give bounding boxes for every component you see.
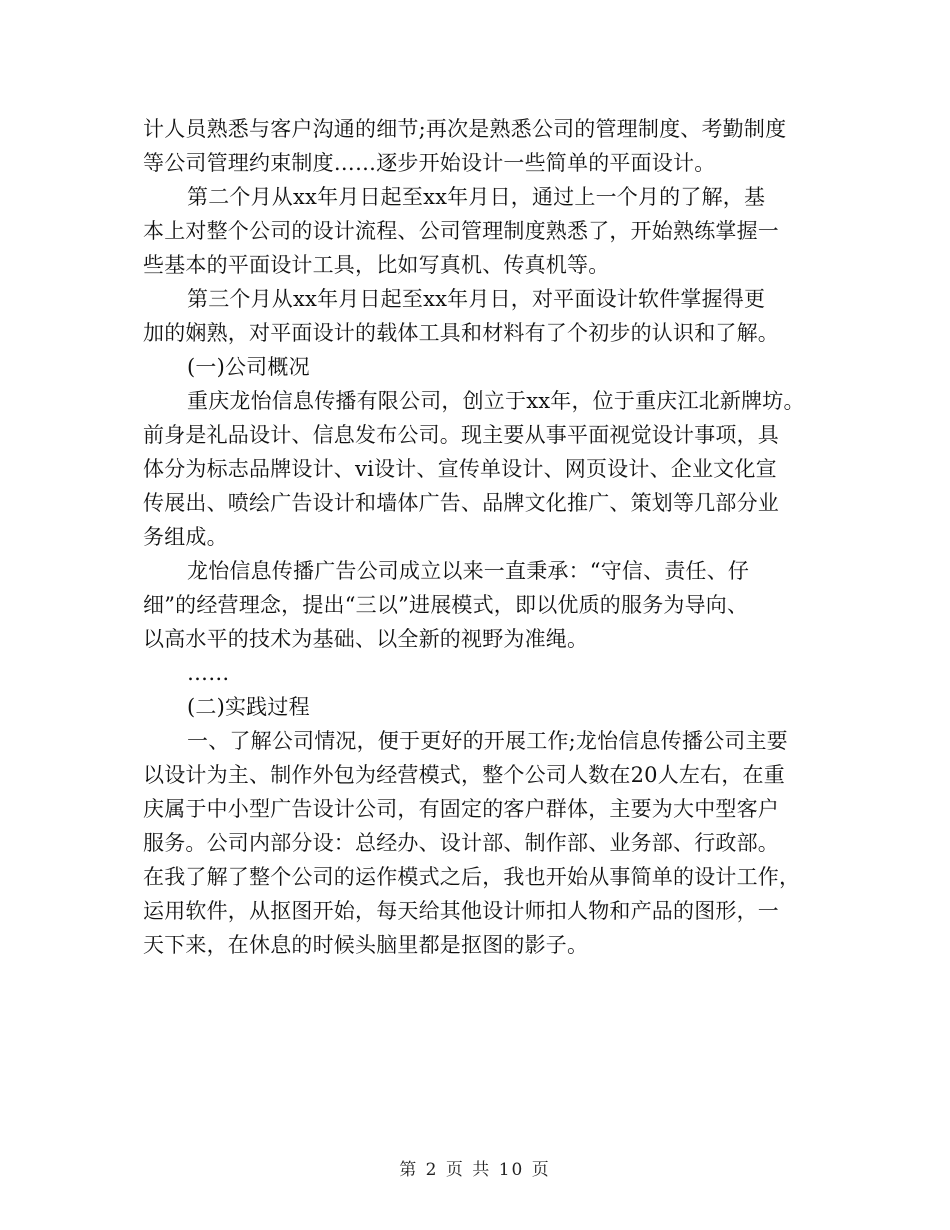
paragraph-start: 一、了解公司情况，便于更好的开展工作;龙怡信息传播公司主要 bbox=[187, 729, 788, 753]
document-body bbox=[143, 112, 843, 962]
text-line: 细”的经营理念，提出“三以”进展模式，即以优质的服务为导向、 bbox=[143, 593, 749, 617]
text-line: 等公司管理约束制度……逐步开始设计一些简单的平面设计。 bbox=[143, 151, 716, 175]
page-number-footer: 第 2 页 共 10 页 bbox=[399, 1160, 551, 1180]
text-line: 服务。公司内部分设：总经办、设计部、制作部、业务部、行政部。 bbox=[143, 831, 779, 855]
paragraph-start: 第三个月从xx年月日起至xx年月日，对平面设计软件掌握得更 bbox=[187, 287, 766, 311]
text-line: 天下来，在休息的时候头脑里都是抠图的影子。 bbox=[143, 933, 589, 957]
text-line: 加的娴熟，对平面设计的载体工具和材料有了个初步的认识和了解。 bbox=[143, 321, 779, 345]
section-heading: (一)公司概况 bbox=[187, 355, 310, 379]
text-line: 以设计为主、制作外包为经营模式，整个公司人数在20人左右，在重 bbox=[143, 763, 785, 787]
text-line: 务组成。 bbox=[143, 525, 228, 549]
text-line: 前身是礼品设计、信息发布公司。现主要从事平面视觉设计事项，具 bbox=[143, 423, 779, 447]
text-line: 传展出、喷绘广告设计和墙体广告、品牌文化推广、策划等几部分业 bbox=[143, 491, 779, 515]
paragraph-start: 重庆龙怡信息传播有限公司，创立于xx年，位于重庆江北新牌坊。 bbox=[187, 389, 805, 413]
text-line: 庆属于中小型广告设计公司，有固定的客户群体，主要为大中型客户 bbox=[143, 797, 779, 821]
text-line: 运用软件，从抠图开始，每天给其他设计师扣人物和产品的图形，一 bbox=[143, 899, 779, 923]
paragraph-start: 龙怡信息传播广告公司成立以来一直秉承：“守信、责任、仔 bbox=[187, 559, 750, 583]
text-line: 在我了解了整个公司的运作模式之后，我也开始从事简单的设计工作， bbox=[143, 865, 801, 889]
section-heading: (二)实践过程 bbox=[187, 695, 310, 719]
text-line: 计人员熟悉与客户沟通的细节;再次是熟悉公司的管理制度、考勤制度 bbox=[143, 117, 787, 141]
ellipsis-line: …… bbox=[187, 661, 230, 685]
text-line: 些基本的平面设计工具，比如写真机、传真机等。 bbox=[143, 253, 610, 277]
text-line: 以高水平的技术为基础、以全新的视野为准绳。 bbox=[143, 627, 589, 651]
paragraph-start: 第二个月从xx年月日起至xx年月日，通过上一个月的了解，基 bbox=[187, 185, 766, 209]
text-line: 本上对整个公司的设计流程、公司管理制度熟悉了，开始熟练掌握一 bbox=[143, 219, 779, 243]
text-line: 体分为标志品牌设计、vi设计、宣传单设计、网页设计、企业文化宣 bbox=[143, 457, 777, 481]
